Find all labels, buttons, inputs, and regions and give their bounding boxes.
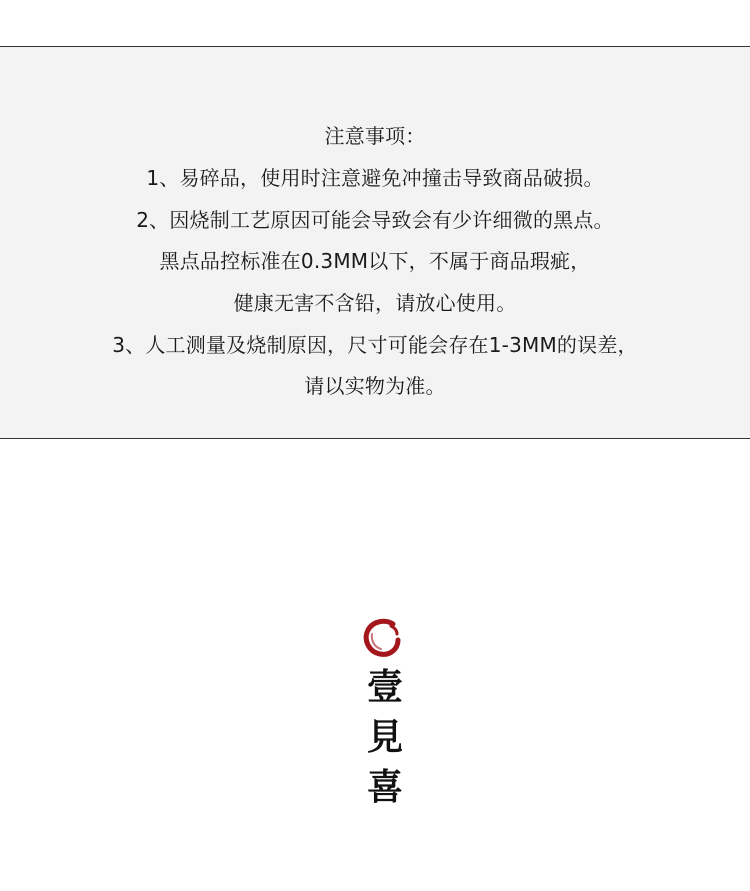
brand-logo	[355, 615, 415, 808]
red-brush-circle-icon	[363, 618, 403, 658]
notice-line-5: 3、人工测量及烧制原因，尺寸可能会存在1-3MM的误差，	[112, 333, 638, 357]
notice-line-3: 黑点品控标准在0.3MM以下，不属于商品瑕疵，	[159, 249, 591, 273]
brand-char-1: 壹	[366, 666, 403, 708]
notice-line-2: 2、因烧制工艺原因可能会导致会有少许细微的黑点。	[136, 208, 614, 232]
notice-heading: 注意事项：	[324, 124, 426, 148]
brand-char-3: 喜	[366, 766, 403, 808]
notice-line-4: 健康无害不含铅，请放心使用。	[233, 291, 517, 315]
notice-panel	[0, 46, 750, 439]
notice-line-1: 1、易碎品，使用时注意避免冲撞击导致商品破损。	[146, 166, 604, 190]
notice-line-6: 请以实物为准。	[304, 374, 446, 398]
brand-char-2: 見	[366, 716, 403, 758]
